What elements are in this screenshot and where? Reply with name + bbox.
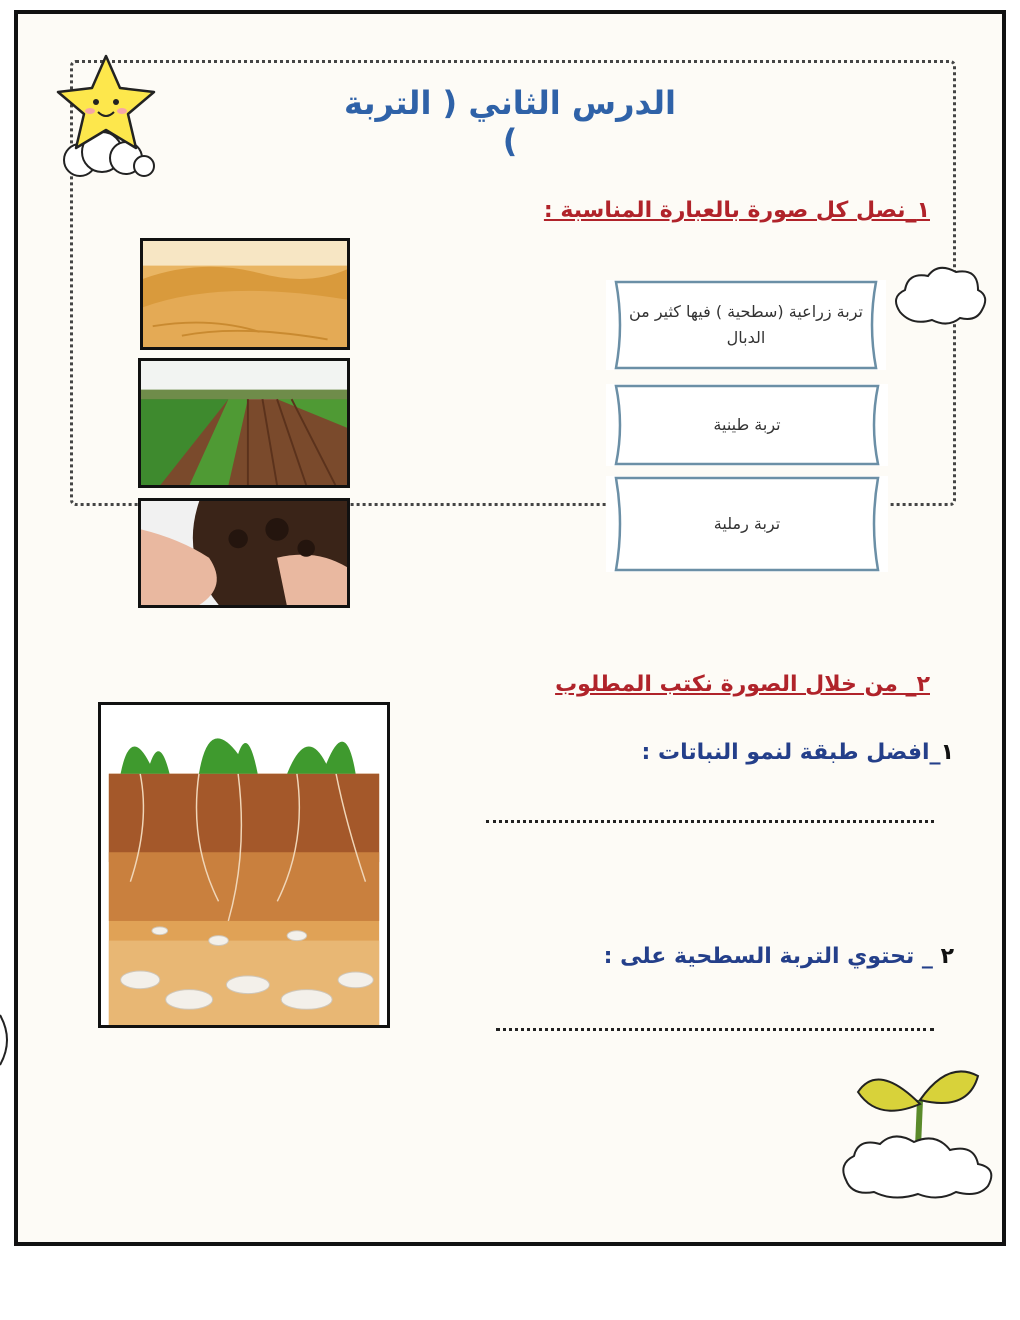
section1-heading: ١_نصل كل صورة بالعبارة المناسبة : xyxy=(543,198,930,223)
photo-soil-in-hands[interactable] xyxy=(138,498,350,608)
cloud-edge-icon xyxy=(0,1010,16,1070)
page-title: الدرس الثاني ( التربة ) xyxy=(344,84,676,160)
question-2-number: ٢ xyxy=(940,944,954,969)
label-card-clay[interactable] xyxy=(606,384,888,466)
photo-farm-field[interactable] xyxy=(138,358,350,488)
question-2-text: _ تحتوي التربة السطحية على : xyxy=(603,944,941,969)
star-cloud-icon xyxy=(40,48,170,178)
photo-soil-layers xyxy=(98,702,390,1028)
photo-sand-dunes[interactable] xyxy=(140,238,350,350)
question-2 xyxy=(604,944,954,969)
section2-heading: ٢_ من خلال الصورة نكتب المطلوب xyxy=(555,672,930,697)
question-1-number: ١ xyxy=(940,740,954,765)
label-clay-soil: تربة طينية xyxy=(713,415,781,435)
label-sandy-soil: تربة رملية xyxy=(713,514,781,534)
label-agricultural-soil: تربة زراعية (سطحية ) فيها كثير من الدبال xyxy=(628,302,863,347)
question-1 xyxy=(642,740,954,765)
sprout-cloud-icon xyxy=(838,1052,1008,1202)
answer-2-line[interactable] xyxy=(496,1028,934,1031)
label-card-sandy[interactable] xyxy=(606,476,888,572)
question-1-text: _افضل طبقة لنمو النباتات : xyxy=(641,740,941,765)
label-card-agricultural[interactable] xyxy=(606,280,886,370)
cloud-icon xyxy=(890,262,990,332)
answer-1-line[interactable] xyxy=(486,820,934,823)
